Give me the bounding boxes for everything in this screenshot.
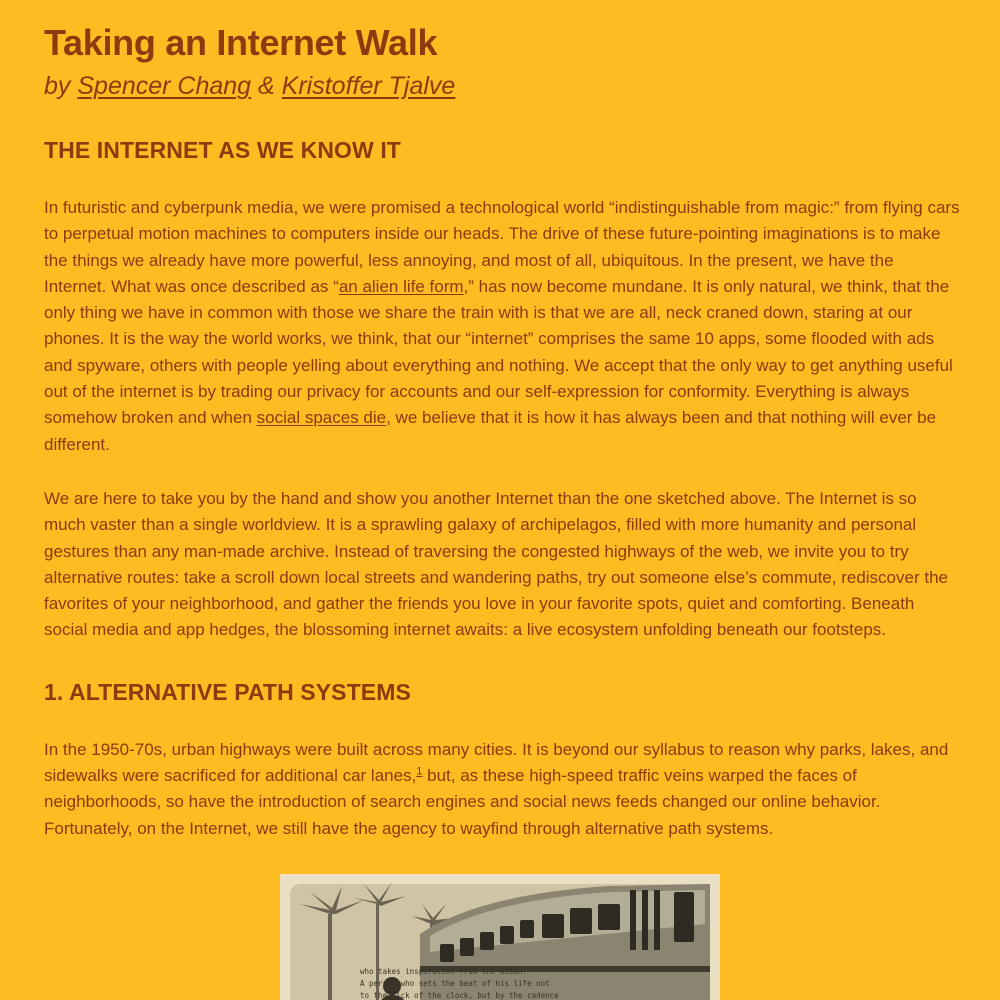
paragraph-text: ,” has now become mundane. It is only natural, we think, that the only thing we have in common with those we share the train with is that we are all, neck craned down, staring at our phones. It is the way the world works, we think, that our “internet” comprises the same 10 apps, some flooded with ads and spyware, others with people yelling about everything and nothing. We accept that the only way to get anything useful out of the internet is by trading our privacy for accounts and our self-expression for conformity. Everything is always somehow broken and when xyxy=(44,276,953,428)
paragraph-intro xyxy=(44,195,960,458)
paragraph-text: In futuristic and cyberpunk media, we were promised a technological world “indistinguishable from magic:” from flying cars to perpetual motion machines to computers inside our heads. The drive of these future-pointing imaginations is to make the things we already have more powerful, less annoying, and most of all, ubiquitous. In the present, we have the Internet. What was once described as “ xyxy=(44,198,960,296)
paragraph-urban-highways xyxy=(44,737,960,842)
figure-overlay-line-1: who takes inspiration from the ocean. xyxy=(360,967,528,976)
author-link-kristoffer-tjalve[interactable]: Kristoffer Tjalve xyxy=(281,72,456,100)
author-link-spencer-chang[interactable]: Spencer Chang xyxy=(77,72,252,100)
paragraph-text: In the 1950-70s, urban highways were built across many cities. It is beyond our syllabus to reason why parks, lakes, and sidewalks were sacrificed for additional car lanes, xyxy=(44,739,949,786)
section-heading-alternative-path-systems: 1. ALTERNATIVE PATH SYSTEMS xyxy=(44,678,411,705)
figure-overlay-line-2: A person who sets the beat of his life not xyxy=(360,979,550,988)
article-title: Taking an Internet Walk xyxy=(44,22,438,63)
footnote-link-1[interactable]: 1 xyxy=(416,765,423,778)
figure-streetcar-photo xyxy=(280,874,720,1000)
article xyxy=(44,0,960,842)
paragraph-text: , we believe that it is how it has always been and that nothing will ever be different. xyxy=(44,408,937,454)
section-heading-internet-as-we-know-it: THE INTERNET AS WE KNOW IT xyxy=(44,137,401,163)
figure-overlay-line-3: to the tick of the clock, but by the cadence xyxy=(360,991,559,1000)
byline-connector: & xyxy=(251,72,282,100)
byline xyxy=(44,70,960,102)
paragraph-text: but, as these high-speed traffic veins warped the faces of neighborhoods, so have the introduction of search engines and social news feeds changed our online behavior. Fortunately, on the Internet, we still have the agency to wayfind through alternative path systems. xyxy=(44,766,881,838)
streetcar-photo-illustration xyxy=(280,874,720,1000)
byline-prefix: by xyxy=(44,72,78,100)
link-alien-life-form[interactable]: an alien life form xyxy=(338,276,464,296)
link-social-spaces-die[interactable]: social spaces die xyxy=(256,408,387,428)
paragraph-another-internet: We are here to take you by the hand and show you another Internet than the one sketched above. The Internet is so much vaster than a single worldview. It is a sprawling galaxy of archipelagos, filled with more humanity and personal gestures than any man-made archive. Instead of traversing the congested highways of the web, we invite you to try alternative routes: take a scroll down local streets and wandering paths, try out someone else’s commute, rediscover the favorites of your neighborhood, and gather the friends you love in your favorite spots, quiet and comforting. Beneath social media and app hedges, the blossoming internet awaits: a live ecosystem unfolding beneath our footsteps. xyxy=(44,488,948,640)
